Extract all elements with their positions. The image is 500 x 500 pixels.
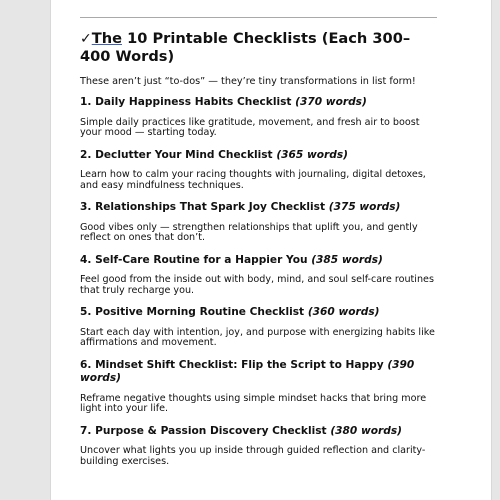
checklist-item	[80, 201, 440, 244]
check-icon: ✓	[80, 31, 92, 47]
checklist-item	[80, 254, 440, 297]
document-page	[50, 0, 492, 500]
checklist-item-description: Feel good from the inside out with body, mind, and soul self-care routines that truly recharge you.	[80, 274, 434, 296]
checklist-item-heading	[80, 359, 440, 386]
checklist-item-heading	[80, 96, 440, 110]
checklist-item-description: Start each day with intention, joy, and purpose with energizing habits like affirmations and movement.	[80, 326, 435, 348]
checklist-item-title: 1. Daily Happiness Habits Checklist	[80, 96, 296, 108]
checklist-item	[80, 306, 440, 349]
checklist-item-description: Reframe negative thoughts using simple mindset hacks that bring more light into your life.	[80, 392, 427, 414]
word-count: (375 words)	[328, 201, 401, 213]
checklist-item	[80, 149, 440, 192]
word-count: (380 words)	[330, 424, 402, 437]
checklist-item-title: 3. Relationships That Spark Joy Checklist	[80, 201, 329, 213]
checklist-item-description: Good vibes only — strengthen relationships that uplift you, and gently reflect on ones that don’t.	[80, 221, 418, 243]
checklist-item	[80, 359, 440, 415]
checklist-item-description: Uncover what lights you up inside through guided reflection and clarity-building exercises.	[80, 445, 426, 467]
document-title	[80, 30, 440, 65]
checklist-item-description: Simple daily practices like gratitude, movement, and fresh air to boost your mood — starting today.	[80, 116, 420, 138]
title-first-word: The	[91, 30, 122, 47]
word-count: (390 words)	[80, 358, 415, 384]
checklist-item	[80, 425, 440, 468]
title-text: 10 Printable Checklists (Each 300–400 Words)	[80, 30, 411, 65]
checklist-item	[80, 96, 440, 139]
checklist-item-heading	[80, 201, 440, 215]
checklist-list	[80, 96, 440, 467]
checklist-item-heading	[80, 149, 440, 163]
word-count: (365 words)	[276, 148, 348, 161]
checklist-item-title: 5. Positive Morning Routine Checklist	[80, 306, 308, 318]
checklist-item-title: 2. Declutter Your Mind Checklist	[80, 148, 277, 161]
checklist-item-heading	[80, 306, 440, 320]
word-count: (385 words)	[311, 253, 383, 266]
intro-paragraph: These aren’t just “to-dos” — they’re tiny transformations in list form!	[80, 76, 416, 87]
checklist-item-heading	[80, 425, 440, 439]
word-count: (370 words)	[295, 96, 367, 108]
checklist-item-title: 6. Mindset Shift Checklist: Flip the Script to Happy	[80, 358, 388, 371]
checklist-item-heading	[80, 254, 440, 268]
horizontal-rule	[80, 17, 437, 18]
word-count: (360 words)	[307, 306, 380, 318]
checklist-item-description: Learn how to calm your racing thoughts with journaling, digital detoxes, and easy mindfulness techniques.	[80, 169, 426, 191]
document-content	[80, 30, 440, 477]
checklist-item-title: 4. Self-Care Routine for a Happier You	[80, 253, 312, 266]
checklist-item-title: 7. Purpose & Passion Discovery Checklist	[80, 424, 331, 437]
